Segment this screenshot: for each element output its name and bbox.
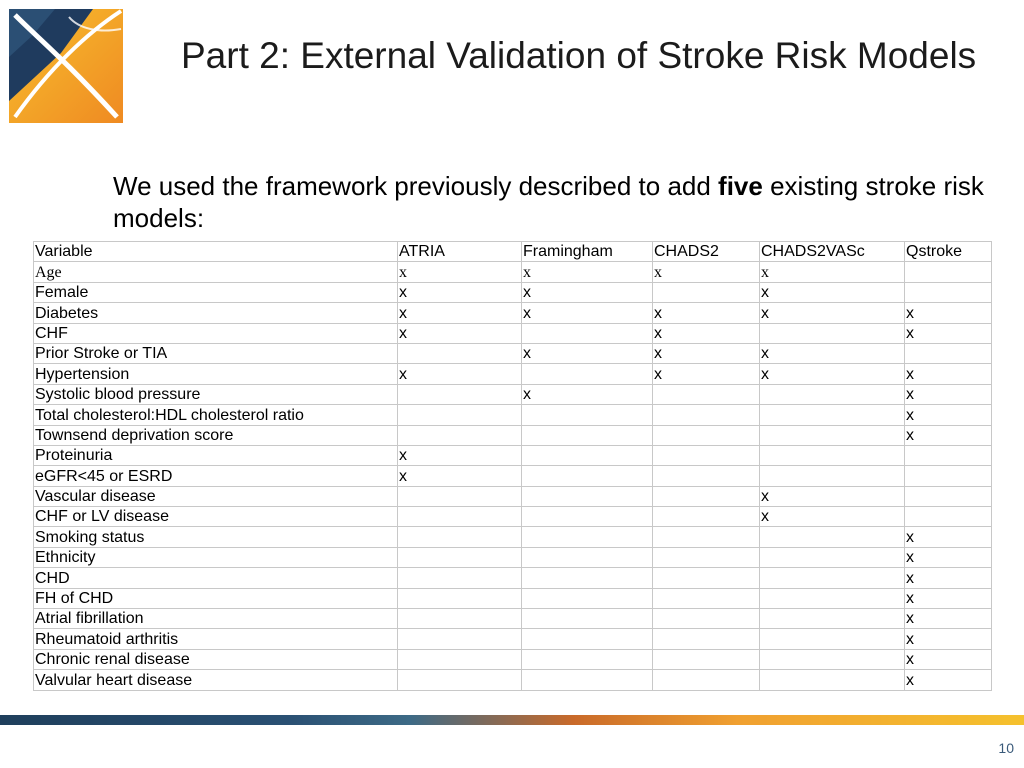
table-row	[34, 527, 992, 547]
model-cell: x	[522, 303, 653, 323]
model-cell	[522, 649, 653, 669]
table-row	[34, 323, 992, 343]
model-cell: x	[905, 384, 992, 404]
model-cell	[398, 588, 522, 608]
table-row	[34, 364, 992, 384]
model-cell	[522, 588, 653, 608]
variable-cell: Hypertension	[34, 364, 398, 384]
table-header-cell: Qstroke	[905, 242, 992, 262]
model-cell: x	[653, 343, 760, 363]
variable-cell: Vascular disease	[34, 486, 398, 506]
table-row	[34, 282, 992, 302]
variable-cell: Smoking status	[34, 527, 398, 547]
model-cell: x	[398, 364, 522, 384]
variable-cell: Prior Stroke or TIA	[34, 343, 398, 363]
model-cell	[398, 527, 522, 547]
table-row	[34, 425, 992, 445]
table-header-cell: Variable	[34, 242, 398, 262]
model-cell	[905, 466, 992, 486]
variable-cell: Age	[34, 262, 398, 282]
model-cell: x	[398, 323, 522, 343]
model-cell	[653, 629, 760, 649]
model-cell	[398, 649, 522, 669]
variable-cell: FH of CHD	[34, 588, 398, 608]
table-row	[34, 343, 992, 363]
model-cell	[653, 384, 760, 404]
model-cell	[760, 670, 905, 690]
model-cell: x	[653, 323, 760, 343]
model-cell	[760, 445, 905, 465]
variable-cell: eGFR<45 or ESRD	[34, 466, 398, 486]
table-row	[34, 405, 992, 425]
model-cell	[653, 466, 760, 486]
table-header-cell: Framingham	[522, 242, 653, 262]
model-cell	[760, 466, 905, 486]
variable-cell: Total cholesterol:HDL cholesterol ratio	[34, 405, 398, 425]
model-cell	[522, 364, 653, 384]
variable-cell: Townsend deprivation score	[34, 425, 398, 445]
model-cell	[653, 425, 760, 445]
table-row	[34, 303, 992, 323]
model-cell: x	[905, 364, 992, 384]
variable-cell: Chronic renal disease	[34, 649, 398, 669]
model-cell	[653, 588, 760, 608]
model-cell	[905, 343, 992, 363]
model-cell	[522, 486, 653, 506]
model-cell: x	[398, 445, 522, 465]
variable-cell: Valvular heart disease	[34, 670, 398, 690]
variable-cell: Diabetes	[34, 303, 398, 323]
model-cell	[522, 425, 653, 445]
model-cell: x	[905, 629, 992, 649]
variable-cell: CHD	[34, 568, 398, 588]
model-cell: x	[760, 507, 905, 527]
intro-text-start: We used the framework previously described to add	[113, 171, 719, 201]
model-cell	[905, 507, 992, 527]
footer-gradient-bar	[0, 715, 1024, 725]
model-cell	[398, 425, 522, 445]
model-cell	[398, 507, 522, 527]
intro-text-bold: five	[718, 171, 763, 201]
table-row	[34, 486, 992, 506]
model-cell	[398, 343, 522, 363]
table-row	[34, 629, 992, 649]
ohdsi-logo-icon	[9, 9, 123, 123]
model-cell	[398, 547, 522, 567]
variable-cell: CHF or LV disease	[34, 507, 398, 527]
model-cell	[398, 405, 522, 425]
table-row	[34, 384, 992, 404]
model-cell	[522, 507, 653, 527]
model-cell	[398, 568, 522, 588]
model-cell: x	[905, 527, 992, 547]
model-cell: x	[398, 303, 522, 323]
model-cell	[653, 568, 760, 588]
model-cell: x	[760, 364, 905, 384]
model-cell	[760, 405, 905, 425]
model-cell	[522, 405, 653, 425]
variable-cell: Systolic blood pressure	[34, 384, 398, 404]
table-row	[34, 507, 992, 527]
model-cell	[653, 670, 760, 690]
model-cell	[522, 670, 653, 690]
model-cell	[760, 609, 905, 629]
model-cell: x	[760, 303, 905, 323]
model-cell: x	[905, 670, 992, 690]
model-cell	[653, 405, 760, 425]
stroke-models-table	[33, 241, 992, 691]
model-cell: x	[760, 343, 905, 363]
model-cell: x	[653, 262, 760, 282]
table-row	[34, 445, 992, 465]
model-cell	[653, 609, 760, 629]
slide-title: Part 2: External Validation of Stroke Risk Models	[181, 35, 977, 76]
variable-cell: Atrial fibrillation	[34, 609, 398, 629]
table-row	[34, 466, 992, 486]
model-cell: x	[398, 466, 522, 486]
model-cell	[398, 629, 522, 649]
model-cell: x	[522, 282, 653, 302]
model-cell	[398, 486, 522, 506]
model-cell	[522, 629, 653, 649]
model-cell: x	[905, 425, 992, 445]
table-header-cell: CHADS2	[653, 242, 760, 262]
model-cell	[522, 609, 653, 629]
model-cell	[653, 486, 760, 506]
model-cell	[760, 527, 905, 547]
model-cell	[760, 323, 905, 343]
model-cell	[522, 527, 653, 547]
model-cell	[760, 568, 905, 588]
model-cell: x	[398, 282, 522, 302]
table-row	[34, 670, 992, 690]
table-row	[34, 568, 992, 588]
model-cell	[760, 547, 905, 567]
model-cell	[522, 568, 653, 588]
model-cell	[653, 445, 760, 465]
table-row	[34, 262, 992, 282]
model-cell	[760, 425, 905, 445]
model-cell	[760, 588, 905, 608]
model-cell: x	[522, 262, 653, 282]
model-cell	[905, 262, 992, 282]
model-cell	[522, 547, 653, 567]
variable-cell: Proteinuria	[34, 445, 398, 465]
model-cell: x	[398, 262, 522, 282]
intro-text	[113, 170, 993, 234]
model-cell	[653, 527, 760, 547]
model-cell	[760, 649, 905, 669]
model-cell	[398, 670, 522, 690]
model-cell: x	[522, 384, 653, 404]
model-cell: x	[760, 486, 905, 506]
model-cell: x	[905, 323, 992, 343]
model-cell: x	[905, 547, 992, 567]
model-cell: x	[905, 568, 992, 588]
model-cell	[398, 384, 522, 404]
table-header-cell: ATRIA	[398, 242, 522, 262]
variable-cell: Ethnicity	[34, 547, 398, 567]
model-cell: x	[653, 364, 760, 384]
model-cell: x	[760, 262, 905, 282]
page-number: 10	[998, 740, 1014, 756]
table-row	[34, 609, 992, 629]
model-cell	[398, 609, 522, 629]
model-cell	[653, 282, 760, 302]
table-row	[34, 649, 992, 669]
intro-text-end: existing stroke risk models:	[113, 171, 984, 233]
model-cell	[760, 629, 905, 649]
table-row	[34, 547, 992, 567]
model-cell: x	[760, 282, 905, 302]
model-cell	[653, 507, 760, 527]
model-cell	[905, 486, 992, 506]
model-cell	[653, 547, 760, 567]
model-cell	[905, 445, 992, 465]
model-cell: x	[653, 303, 760, 323]
model-cell	[522, 466, 653, 486]
table-row	[34, 588, 992, 608]
model-cell	[905, 282, 992, 302]
model-cell	[522, 445, 653, 465]
model-cell: x	[905, 405, 992, 425]
model-cell: x	[905, 303, 992, 323]
variable-cell: Rheumatoid arthritis	[34, 629, 398, 649]
variable-cell: CHF	[34, 323, 398, 343]
table-header-row	[34, 242, 992, 262]
model-cell: x	[522, 343, 653, 363]
model-cell	[522, 323, 653, 343]
model-cell	[653, 649, 760, 669]
model-cell: x	[905, 609, 992, 629]
table-header-cell: CHADS2VASc	[760, 242, 905, 262]
model-cell: x	[905, 588, 992, 608]
model-cell: x	[905, 649, 992, 669]
model-cell	[760, 384, 905, 404]
variable-cell: Female	[34, 282, 398, 302]
